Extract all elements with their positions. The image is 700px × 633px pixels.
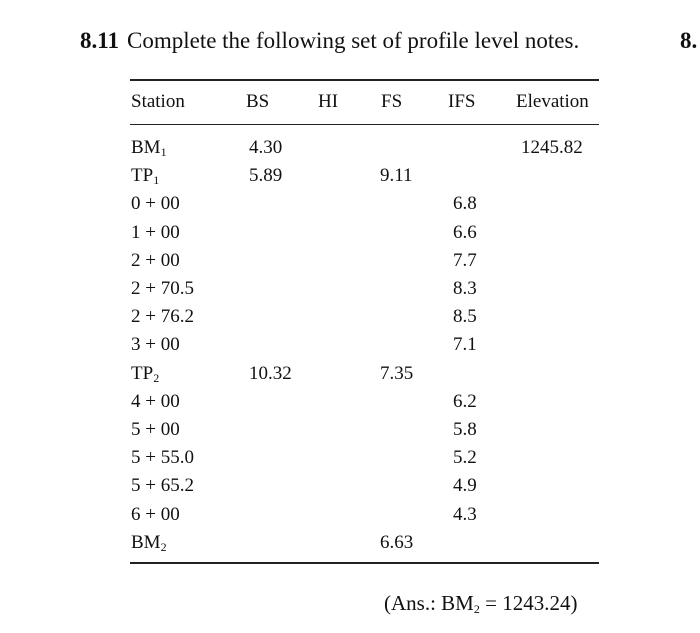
table-row — [0, 222, 700, 250]
station-cell — [131, 137, 167, 160]
fs-cell: 9.11 — [380, 165, 413, 187]
station-subscript: 2 — [153, 370, 160, 385]
station-cell — [131, 475, 194, 497]
elevation-cell: 1245.82 — [521, 137, 583, 158]
problem-number: 8.11 — [80, 28, 119, 53]
ifs-cell: 7.1 — [453, 334, 477, 356]
answer-subscript: 2 — [473, 602, 480, 616]
station-subscript: 1 — [160, 145, 167, 159]
bs-cell: 5.89 — [249, 165, 283, 187]
bs-cell: 10.32 — [249, 362, 292, 384]
ifs-cell: 4.9 — [453, 475, 477, 497]
station-cell — [131, 193, 180, 215]
table-row — [0, 419, 700, 447]
ifs-cell: 5.2 — [453, 447, 477, 469]
problem-heading — [80, 28, 579, 54]
station-label: 5 + 00 — [131, 419, 180, 440]
answer-note — [384, 591, 577, 617]
station-cell — [131, 447, 194, 469]
station-cell — [131, 165, 159, 188]
answer-suffix: = 1243.24) — [479, 591, 578, 615]
station-label: 3 + 00 — [131, 334, 180, 356]
fs-cell: 6.63 — [380, 531, 414, 553]
header-bs: BS — [246, 91, 270, 112]
ifs-cell: 5.8 — [453, 419, 477, 440]
station-cell — [131, 504, 180, 526]
table-header-rule — [130, 124, 599, 125]
table-row — [0, 447, 700, 475]
header-hi: HI — [318, 91, 339, 112]
station-label: 5 + 65.2 — [131, 475, 194, 497]
station-label: 2 + 00 — [131, 249, 180, 271]
station-cell — [131, 334, 180, 356]
table-row — [0, 504, 700, 532]
header-elevation: Elevation — [516, 91, 589, 112]
station-label: 6 + 00 — [131, 503, 180, 525]
table-row — [0, 193, 700, 221]
table-row — [0, 165, 700, 193]
station-cell — [131, 278, 194, 300]
station-cell — [131, 419, 180, 441]
table-row — [0, 278, 700, 306]
table-row — [0, 306, 700, 334]
table-top-rule — [130, 79, 599, 81]
station-cell — [131, 250, 180, 272]
table-row — [0, 475, 700, 503]
ifs-cell: 6.8 — [453, 193, 477, 215]
next-problem-marker: 8. — [680, 28, 698, 53]
station-label: BM — [131, 137, 161, 158]
header-fs: FS — [381, 91, 403, 112]
station-label: TP — [131, 165, 154, 187]
fs-cell: 7.35 — [380, 362, 414, 384]
station-label: 2 + 76.2 — [131, 306, 194, 328]
station-label: 0 + 00 — [131, 193, 180, 215]
ifs-cell: 8.5 — [453, 306, 477, 328]
bs-cell: 4.30 — [249, 137, 283, 158]
answer-prefix: (Ans.: BM — [384, 591, 474, 615]
ifs-cell: 7.7 — [453, 249, 477, 271]
table-row — [0, 334, 700, 362]
station-label: 2 + 70.5 — [131, 278, 194, 299]
table-row — [0, 363, 700, 391]
problem-text: Complete the following set of profile level notes. — [126, 28, 580, 53]
station-label: 1 + 00 — [131, 221, 180, 243]
table-row — [0, 250, 700, 278]
station-label: 5 + 55.0 — [131, 447, 194, 469]
station-label: TP — [131, 362, 154, 384]
station-cell — [131, 363, 159, 386]
station-label: 4 + 00 — [131, 390, 180, 412]
ifs-cell: 8.3 — [453, 278, 477, 299]
header-station: Station — [131, 91, 185, 112]
table-row — [0, 532, 700, 560]
ifs-cell: 6.2 — [453, 390, 477, 412]
ifs-cell: 4.3 — [453, 503, 477, 525]
station-cell — [131, 306, 194, 328]
ifs-cell: 6.6 — [453, 221, 477, 243]
header-ifs: IFS — [448, 91, 476, 112]
table-bottom-rule — [130, 562, 599, 564]
station-subscript: 2 — [160, 539, 167, 554]
station-subscript: 1 — [153, 173, 160, 188]
station-cell — [131, 222, 180, 244]
table-row — [0, 391, 700, 419]
station-cell — [131, 391, 180, 413]
station-cell — [131, 532, 167, 555]
station-label: BM — [131, 531, 161, 553]
table-row — [0, 137, 700, 165]
